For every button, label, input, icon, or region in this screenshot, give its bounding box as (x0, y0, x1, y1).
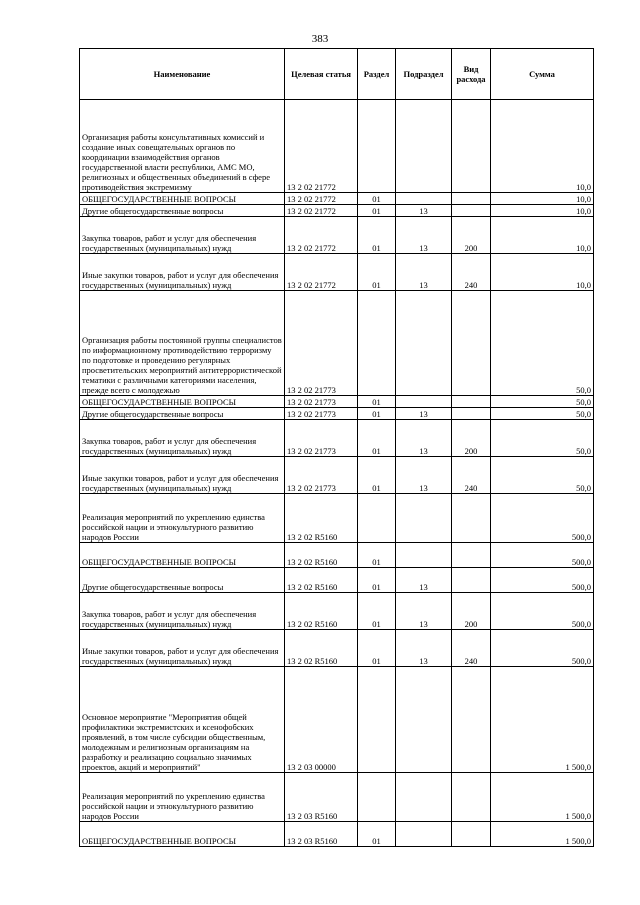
row-amount: 500,0 (491, 593, 594, 630)
row-section: 01 (358, 593, 396, 630)
row-section (358, 773, 396, 822)
table-body (80, 100, 594, 847)
row-expense-type (452, 205, 491, 217)
row-amount: 50,0 (491, 457, 594, 494)
table-row (80, 193, 594, 205)
row-name: ОБЩЕГОСУДАРСТВЕННЫЕ ВОПРОСЫ (80, 543, 285, 568)
row-amount: 500,0 (491, 543, 594, 568)
row-expense-type: 240 (452, 254, 491, 291)
row-subsection (396, 100, 452, 193)
row-name: Иные закупки товаров, работ и услуг для обеспечения государственных (муниципальных) нужд (80, 254, 285, 291)
row-subsection (396, 543, 452, 568)
row-section (358, 100, 396, 193)
table-row (80, 254, 594, 291)
row-expense-type (452, 822, 491, 847)
row-code: 13 2 02 21772 (285, 217, 358, 254)
row-section: 01 (358, 254, 396, 291)
row-subsection: 13 (396, 217, 452, 254)
row-expense-type (452, 408, 491, 420)
row-section: 01 (358, 205, 396, 217)
row-code: 13 2 02 R5160 (285, 593, 358, 630)
row-section (358, 494, 396, 543)
row-section: 01 (358, 408, 396, 420)
row-name: Закупка товаров, работ и услуг для обеспечения государственных (муниципальных) нужд (80, 217, 285, 254)
row-amount: 10,0 (491, 205, 594, 217)
row-expense-type: 200 (452, 420, 491, 457)
row-expense-type: 240 (452, 457, 491, 494)
row-expense-type: 240 (452, 630, 491, 667)
row-subsection: 13 (396, 593, 452, 630)
row-code: 13 2 02 21773 (285, 420, 358, 457)
row-expense-type (452, 773, 491, 822)
row-amount: 50,0 (491, 420, 594, 457)
row-name: Закупка товаров, работ и услуг для обеспечения государственных (муниципальных) нужд (80, 420, 285, 457)
table-row (80, 205, 594, 217)
row-subsection (396, 822, 452, 847)
row-expense-type (452, 494, 491, 543)
row-name: Основное мероприятие "Мероприятия общей профилактики экстремистских и ксенофобских проявлений, в том числе субсидии общественным, молодежным и религиозным организациям на разработку и реализацию социально значимых проектов, акций и мероприятий" (80, 667, 285, 773)
row-code: 13 2 02 21773 (285, 396, 358, 408)
row-amount: 1 500,0 (491, 773, 594, 822)
row-amount: 1 500,0 (491, 822, 594, 847)
row-amount: 10,0 (491, 254, 594, 291)
row-amount: 500,0 (491, 494, 594, 543)
row-code: 13 2 02 21773 (285, 457, 358, 494)
table-row (80, 667, 594, 773)
row-section (358, 291, 396, 396)
row-section: 01 (358, 630, 396, 667)
row-subsection: 13 (396, 408, 452, 420)
row-subsection (396, 494, 452, 543)
row-subsection (396, 667, 452, 773)
row-subsection: 13 (396, 568, 452, 593)
table-row (80, 408, 594, 420)
row-code: 13 2 02 21773 (285, 408, 358, 420)
page-number: 383 (311, 33, 329, 45)
row-amount: 1 500,0 (491, 667, 594, 773)
row-name: ОБЩЕГОСУДАРСТВЕННЫЕ ВОПРОСЫ (80, 396, 285, 408)
header-section: Раздел (358, 49, 396, 100)
row-expense-type (452, 291, 491, 396)
row-name: Иные закупки товаров, работ и услуг для обеспечения государственных (муниципальных) нужд (80, 630, 285, 667)
table-row (80, 543, 594, 568)
row-expense-type (452, 100, 491, 193)
row-section: 01 (358, 217, 396, 254)
row-amount: 500,0 (491, 568, 594, 593)
row-code: 13 2 03 R5160 (285, 822, 358, 847)
row-subsection (396, 773, 452, 822)
header-name: Наименование (80, 49, 285, 100)
row-name: Реализация мероприятий по укреплению единства российской нации и этнокультурного развитию народов России (80, 494, 285, 543)
table-row (80, 593, 594, 630)
row-amount: 500,0 (491, 630, 594, 667)
header-expense-type: Вид расхода (452, 49, 491, 100)
row-subsection: 13 (396, 205, 452, 217)
row-amount: 10,0 (491, 217, 594, 254)
row-amount: 10,0 (491, 193, 594, 205)
row-section: 01 (358, 457, 396, 494)
row-expense-type: 200 (452, 593, 491, 630)
row-name: ОБЩЕГОСУДАРСТВЕННЫЕ ВОПРОСЫ (80, 822, 285, 847)
table-row (80, 773, 594, 822)
row-name: Организация работы консультативных комиссий и создание иных совещательных органов по координации взаимодействия органов государственной власти республики, АМС МО, религиозных и общественных объединений в сфере противодействия экстремизму (80, 100, 285, 193)
row-section: 01 (358, 822, 396, 847)
row-code: 13 2 02 R5160 (285, 568, 358, 593)
row-subsection: 13 (396, 420, 452, 457)
table-row (80, 291, 594, 396)
row-section: 01 (358, 193, 396, 205)
row-amount: 10,0 (491, 100, 594, 193)
row-name: Другие общегосударственные вопросы (80, 205, 285, 217)
row-name: Другие общегосударственные вопросы (80, 408, 285, 420)
row-name: Закупка товаров, работ и услуг для обеспечения государственных (муниципальных) нужд (80, 593, 285, 630)
row-name: Иные закупки товаров, работ и услуг для обеспечения государственных (муниципальных) нужд (80, 457, 285, 494)
row-subsection: 13 (396, 457, 452, 494)
row-expense-type (452, 396, 491, 408)
row-name: Реализация мероприятий по укреплению единства российской нации и этнокультурного развитию народов России (80, 773, 285, 822)
header-subsection: Подраздел (396, 49, 452, 100)
row-name: ОБЩЕГОСУДАРСТВЕННЫЕ ВОПРОСЫ (80, 193, 285, 205)
table-row (80, 420, 594, 457)
row-code: 13 2 03 00000 (285, 667, 358, 773)
row-section: 01 (358, 543, 396, 568)
table-row (80, 100, 594, 193)
row-amount: 50,0 (491, 408, 594, 420)
row-code: 13 2 03 R5160 (285, 773, 358, 822)
row-code: 13 2 02 R5160 (285, 543, 358, 568)
row-expense-type (452, 193, 491, 205)
budget-table (79, 48, 594, 847)
row-expense-type (452, 543, 491, 568)
table-header-row (80, 49, 594, 100)
row-amount: 50,0 (491, 291, 594, 396)
row-section: 01 (358, 568, 396, 593)
header-code: Целевая статья (285, 49, 358, 100)
row-name: Организация работы постоянной группы специалистов по информационному противодействию терроризму по подготовке и проведению регулярных просветительских мероприятий антитеррористической тематики с различными категориями населения, прежде всего с молодежью (80, 291, 285, 396)
row-expense-type (452, 667, 491, 773)
row-expense-type (452, 568, 491, 593)
row-section (358, 667, 396, 773)
row-section: 01 (358, 396, 396, 408)
table-row (80, 822, 594, 847)
row-subsection (396, 291, 452, 396)
row-name: Другие общегосударственные вопросы (80, 568, 285, 593)
row-code: 13 2 02 21772 (285, 254, 358, 291)
row-expense-type: 200 (452, 217, 491, 254)
row-amount: 50,0 (491, 396, 594, 408)
row-section: 01 (358, 420, 396, 457)
table-row (80, 568, 594, 593)
row-subsection (396, 396, 452, 408)
row-subsection (396, 193, 452, 205)
table-row (80, 217, 594, 254)
row-code: 13 2 02 R5160 (285, 494, 358, 543)
row-subsection: 13 (396, 630, 452, 667)
row-subsection: 13 (396, 254, 452, 291)
table-row (80, 630, 594, 667)
row-code: 13 2 02 21773 (285, 291, 358, 396)
header-amount: Сумма (491, 49, 594, 100)
row-code: 13 2 02 21772 (285, 205, 358, 217)
row-code: 13 2 02 21772 (285, 100, 358, 193)
table-row (80, 494, 594, 543)
table-row (80, 396, 594, 408)
table-row (80, 457, 594, 494)
row-code: 13 2 02 21772 (285, 193, 358, 205)
row-code: 13 2 02 R5160 (285, 630, 358, 667)
